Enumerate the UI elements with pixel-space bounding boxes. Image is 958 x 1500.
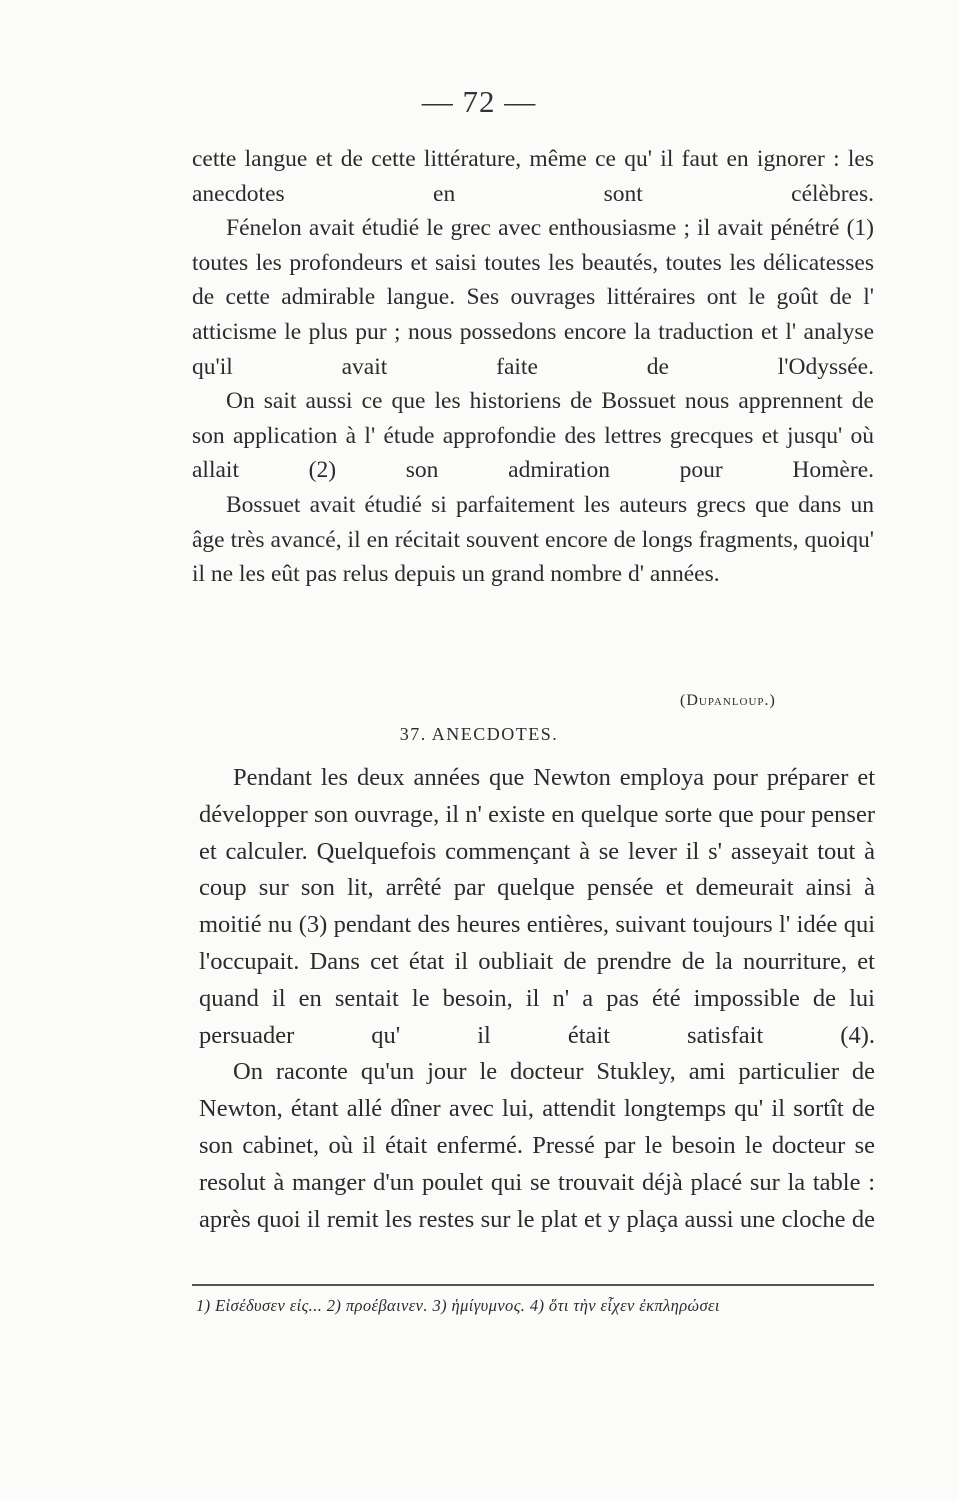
paragraph-bossuet-historians: On sait aussi ce que les historiens de Bossuet nous apprennent de son application à l' étude approfondie des lettres grecques et jusqu' où allait (2) son admiration pour Homère. [192,388,874,484]
paragraph-newton-work: Pendant les deux années que Newton employa pour préparer et développer son ouvrage, il n' existe en quelque sorte que pour penser et calculer. Quelquefois commençant à se lever il s' asseyait tout à coup sur son lit, arrêté par quelque pensée et demeurait ainsi à moitié nu (3) pendant des heures entières, suivant toujours l' idée qui l'occupait. Dans cet état il oubliait de prendre de la nourriture, et quand il en sentait le besoin, il n' a pas été impossible de lui persuader qu' il était satisfait (4). [199,764,875,1049]
paragraph-fenelon: Fénelon avait étudié le grec avec enthousiasme ; il avait pénétré (1) toutes les profondeurs et saisi toutes les beautés, toutes les délicatesses de cette admirable langue. Ses ouvrages littéraires ont le goût de l' atticisme le plus pur ; nous possedons encore la traduction et l' analyse qu'il avait faite de l'Odyssée. [192,215,874,380]
footnotes: 1) Εἰσέδυσεν εἰς... 2) προέβαινεν. 3) ἡμίγυμνος. 4) ὅτι τὴν εἶχεν ἐκπληρώσει [196,1296,720,1315]
footnote-divider [192,1284,874,1286]
paragraph-bossuet-greek: Bossuet avait étudié si parfaitement les auteurs grecs que dans un âge très avancé, il en récitait souvent encore de longs fragments, quoiqu' il ne les eût pas relus depuis un grand nombre d' années. [192,491,874,588]
section-title: 37. ANECDOTES. [399,724,559,744]
paragraph-continuation: cette langue et de cette littérature, même ce qu' il faut en ignorer : les anecdotes en sont célèbres. [192,146,874,207]
paragraph-stukley: On raconte qu'un jour le docteur Stukley, ami particulier de Newton, étant allé dîner avec lui, attendit longtemps qu' il sortît de son cabinet, où il était enfermé. Pressé par le besoin le docteur se resolut à manger d'un poulet qui se trouvait déjà placé sur la table : après quoi il remit les restes sur le plat et y plaça aussi une cloche de [199,1058,875,1233]
text-block-anecdotes [199,760,875,1238]
text-block-top [192,142,874,592]
author-attribution: (Dupanloup.) [680,692,776,709]
page-number: — 72 — [421,84,537,119]
